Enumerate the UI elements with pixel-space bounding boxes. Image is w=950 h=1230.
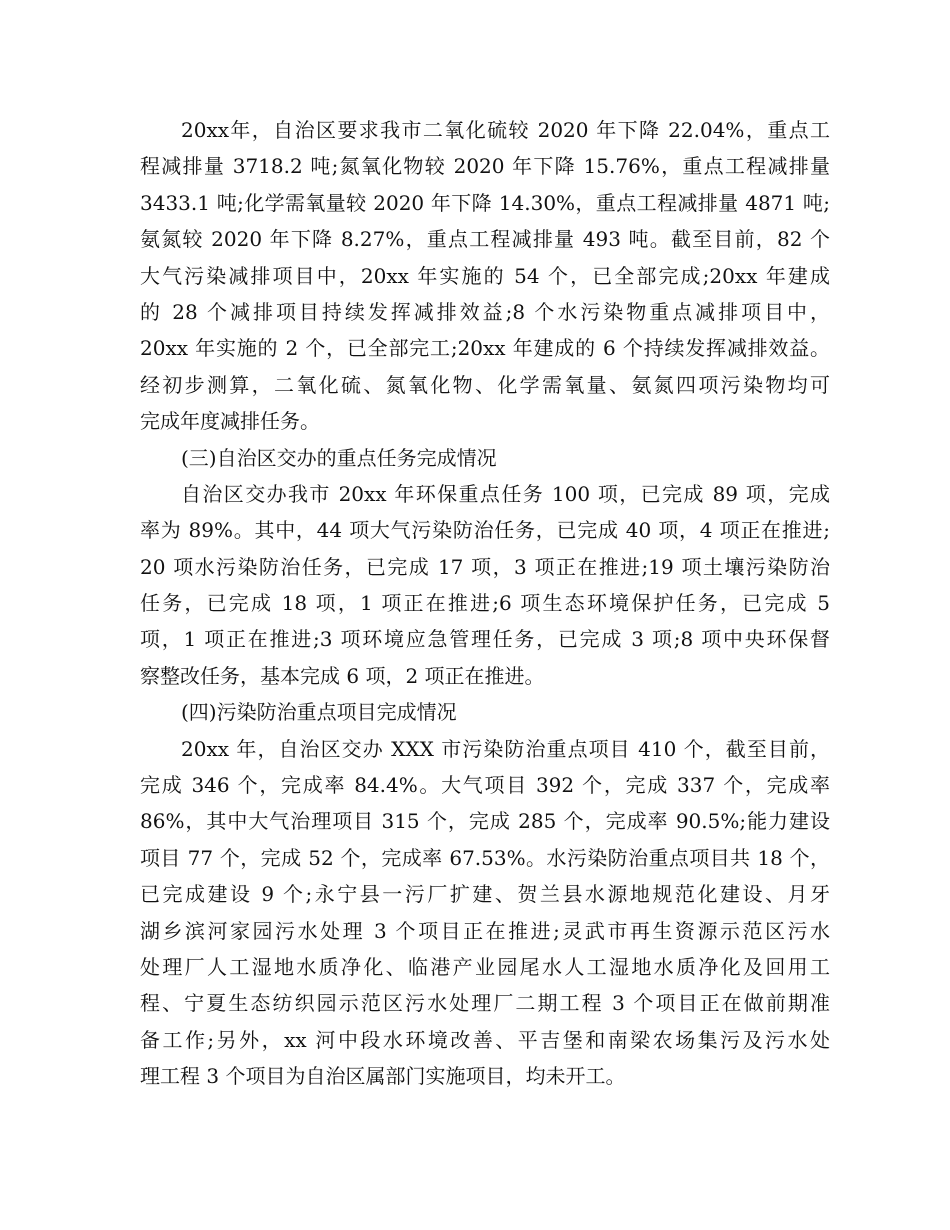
text-line: 理工程 3 个项目为自治区属部门实施项目，均未开工。 xyxy=(140,1064,626,1089)
text-line: 处理厂人工湿地水质净化、临港产业园尾水人工湿地水质净化及回用工 xyxy=(140,954,830,979)
text-line: 20xx 年实施的 2 个，已全部完工;20xx 年建成的 6 个持续发挥减排效益。 xyxy=(140,336,830,361)
text-line: 率为 89%。其中，44 项大气污染防治任务，已完成 40 项，4 项正在推进; xyxy=(140,518,830,543)
text-line: 任务，已完成 18 项，1 项正在推进;6 项生态环境保护任务，已完成 5 xyxy=(140,591,830,616)
text-line: 20 项水污染防治任务，已完成 17 项，3 项正在推进;19 项土壤污染防治 xyxy=(140,554,830,579)
text-line: 的 28 个减排项目持续发挥减排效益;8 个水污染物重点减排项目中， xyxy=(140,299,830,324)
text-line: (三)自治区交办的重点任务完成情况 xyxy=(181,445,497,470)
text-line: 项目 77 个，完成 52 个，完成率 67.53%。水污染防治重点项目共 18 个， xyxy=(140,845,830,870)
text-line: 项，1 项正在推进;3 项环境应急管理任务，已完成 3 项;8 项中央环保督 xyxy=(140,627,830,652)
text-line: 程减排量 3718.2 吨;氮氧化物较 2020 年下降 15.76%，重点工程减排量 xyxy=(140,154,830,179)
text-line: 20xx年，自治区要求我市二氧化硫较 2020 年下降 22.04%，重点工 xyxy=(181,118,830,142)
text-line: 3433.1 吨;化学需氧量较 2020 年下降 14.30%，重点工程减排量 4871 吨; xyxy=(140,190,830,215)
text-line: 氨氮较 2020 年下降 8.27%，重点工程减排量 493 吨。截至目前，82 个 xyxy=(140,227,830,252)
text-line: 20xx 年，自治区交办 XXX 市污染防治重点项目 410 个，截至目前， xyxy=(181,736,830,761)
document-body xyxy=(140,112,830,1095)
text-line: 程、宁夏生态纺织园示范区污水处理厂二期工程 3 个项目正在做前期准 xyxy=(140,991,830,1016)
text-line: 大气污染减排项目中，20xx 年实施的 54 个，已全部完成;20xx 年建成 xyxy=(140,263,830,288)
text-line: 察整改任务，基本完成 6 项，2 项正在推进。 xyxy=(140,663,545,688)
text-line: 自治区交办我市 20xx 年环保重点任务 100 项，已完成 89 项，完成 xyxy=(181,481,830,506)
text-line: 完成 346 个，完成率 84.4%。大气项目 392 个，完成 337 个，完成率 xyxy=(140,773,830,798)
text-line: 完成年度减排任务。 xyxy=(140,409,320,434)
text-line: (四)污染防治重点项目完成情况 xyxy=(181,700,457,725)
text-line: 经初步测算，二氧化硫、氮氧化物、化学需氧量、氨氮四项污染物均可 xyxy=(140,372,830,397)
text-line: 备工作;另外，xx 河中段水环境改善、平吉堡和南梁农场集污及污水处 xyxy=(140,1027,830,1052)
text-line: 86%，其中大气治理项目 315 个，完成 285 个，完成率 90.5%;能力建设 xyxy=(140,809,830,834)
text-line: 已完成建设 9 个;永宁县一污厂扩建、贺兰县水源地规范化建设、月牙 xyxy=(140,882,830,907)
text-line: 湖乡滨河家园污水处理 3 个项目正在推进;灵武市再生资源示范区污水 xyxy=(140,918,830,943)
